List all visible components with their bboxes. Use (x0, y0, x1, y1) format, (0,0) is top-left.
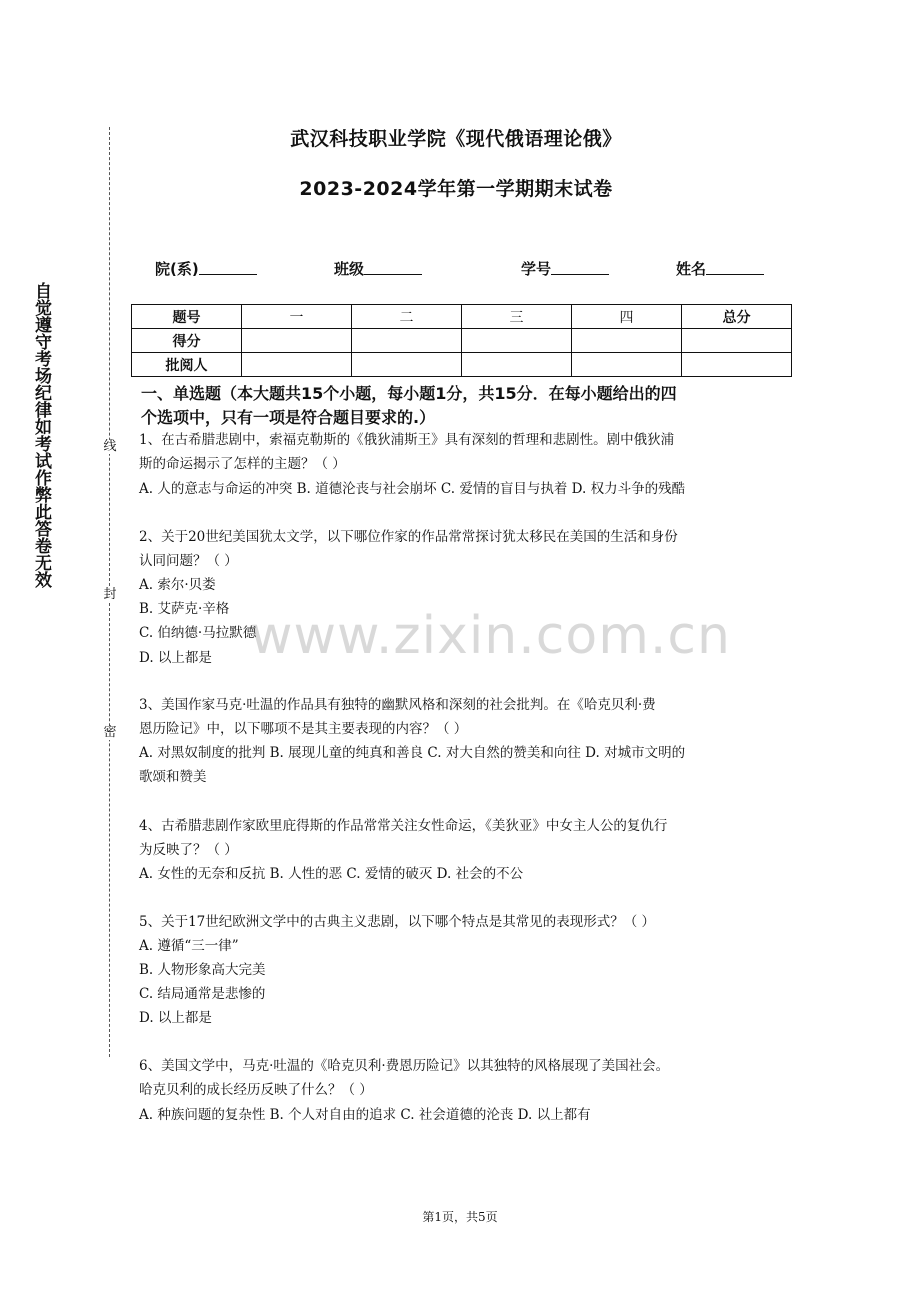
grader-cell (682, 353, 792, 377)
student-id-field: 学号 (521, 258, 609, 279)
college-field: 院(系) (155, 258, 257, 279)
score-row (132, 329, 792, 353)
score-col-total: 总分 (682, 305, 792, 329)
question-2-line: 认同问题？（ ） (139, 553, 238, 569)
score-cell (242, 329, 352, 353)
grader-cell (352, 353, 462, 377)
exam-title-line2: 2023-2024学年第一学期期末试卷 (299, 178, 613, 200)
binding-mark-secret: 密 (103, 725, 117, 740)
question-2-option-a: A. 索尔·贝娄 (139, 577, 216, 593)
question-4-line: 4、古希腊悲剧作家欧里庇得斯的作品常常关注女性命运，《美狄亚》中女主人公的复仇行 (139, 818, 668, 834)
question-1-line: 1、在古希腊悲剧中，索福克勒斯的《俄狄浦斯王》具有深刻的哲理和悲剧性。剧中俄狄浦 (139, 432, 675, 448)
question-3-line: 恩历险记》中，以下哪项不是其主要表现的内容？（ ） (139, 721, 468, 737)
exam-title-line1: 武汉科技职业学院《现代俄语理论俄》 (290, 128, 622, 150)
page-footer: 第1页，共5页 (422, 1210, 498, 1224)
watermark: www.zixin.com.cn (250, 606, 731, 666)
question-6-line: 6、美国文学中，马克·吐温的《哈克贝利·费恩历险记》以其独特的风格展现了美国社会。 (139, 1058, 670, 1074)
question-6-options: A. 种族问题的复杂性 B. 个人对自由的追求 C. 社会道德的沦丧 D. 以上都有 (139, 1107, 591, 1123)
score-col-3: 三 (462, 305, 572, 329)
question-5-option-a: A. 遵循“三一律” (139, 938, 239, 954)
score-cell (462, 329, 572, 353)
question-5-line: 5、关于17世纪欧洲文学中的古典主义悲剧，以下哪个特点是其常见的表现形式？（ ） (139, 914, 656, 930)
grader-row (132, 353, 792, 377)
question-3-options: A. 对黑奴制度的批判 B. 展现儿童的纯真和善良 C. 对大自然的赞美和向往 D. 对城市文明的 (139, 745, 686, 761)
question-2-line: 2、关于20世纪美国犹太文学，以下哪位作家的作品常常探讨犹太移民在美国的生活和身份 (139, 529, 678, 545)
question-1-options: A. 人的意志与命运的冲突 B. 道德沦丧与社会崩坏 C. 爱情的盲目与执着 D. 权力斗争的残酷 (139, 481, 686, 497)
binding-mark-seal: 封 (103, 587, 117, 602)
section-heading-line1: 一、单选题（本大题共15个小题，每小题1分，共15分．在每小题给出的四 (141, 384, 677, 403)
binding-mark-line: 线 (103, 439, 117, 454)
question-2-option-b: B. 艾萨克·辛格 (139, 601, 230, 617)
question-6-line: 哈克贝利的成长经历反映了什么？（ ） (139, 1082, 373, 1098)
question-1-line: 斯的命运揭示了怎样的主题？（ ） (139, 456, 346, 472)
score-table (131, 304, 792, 377)
question-4-line: 为反映了？（ ） (139, 842, 238, 858)
score-cell (682, 329, 792, 353)
question-4-options: A. 女性的无奈和反抗 B. 人性的恶 C. 爱情的破灭 D. 社会的不公 (139, 866, 524, 882)
score-col-4: 四 (572, 305, 682, 329)
grader-row-label: 批阅人 (132, 353, 242, 377)
question-5-option-d: D. 以上都是 (139, 1010, 212, 1026)
grader-cell (242, 353, 352, 377)
score-cell (572, 329, 682, 353)
side-notice: 自觉遵守考场纪律如考试作弊此答卷无效 (31, 282, 51, 588)
score-col-number: 题号 (132, 305, 242, 329)
score-row-label: 得分 (132, 329, 242, 353)
section-heading-line2: 个选项中，只有一项是符合题目要求的.） (141, 408, 436, 427)
question-2-option-d: D. 以上都是 (139, 650, 212, 666)
score-table-header-row (132, 305, 792, 329)
question-5-option-b: B. 人物形象高大完美 (139, 962, 266, 978)
score-col-1: 一 (242, 305, 352, 329)
question-3-line: 3、美国作家马克·吐温的作品具有独特的幽默风格和深刻的社会批判。在《哈克贝利·费 (139, 697, 656, 713)
grader-cell (572, 353, 682, 377)
question-3-options: 歌颂和赞美 (139, 769, 207, 785)
class-field: 班级 (334, 258, 422, 279)
question-5-option-c: C. 结局通常是悲惨的 (139, 986, 266, 1002)
question-2-option-c: C. 伯纳德·马拉默德 (139, 625, 257, 641)
score-col-2: 二 (352, 305, 462, 329)
name-field: 姓名 (676, 258, 764, 279)
section-heading (141, 382, 791, 430)
grader-cell (462, 353, 572, 377)
score-cell (352, 329, 462, 353)
